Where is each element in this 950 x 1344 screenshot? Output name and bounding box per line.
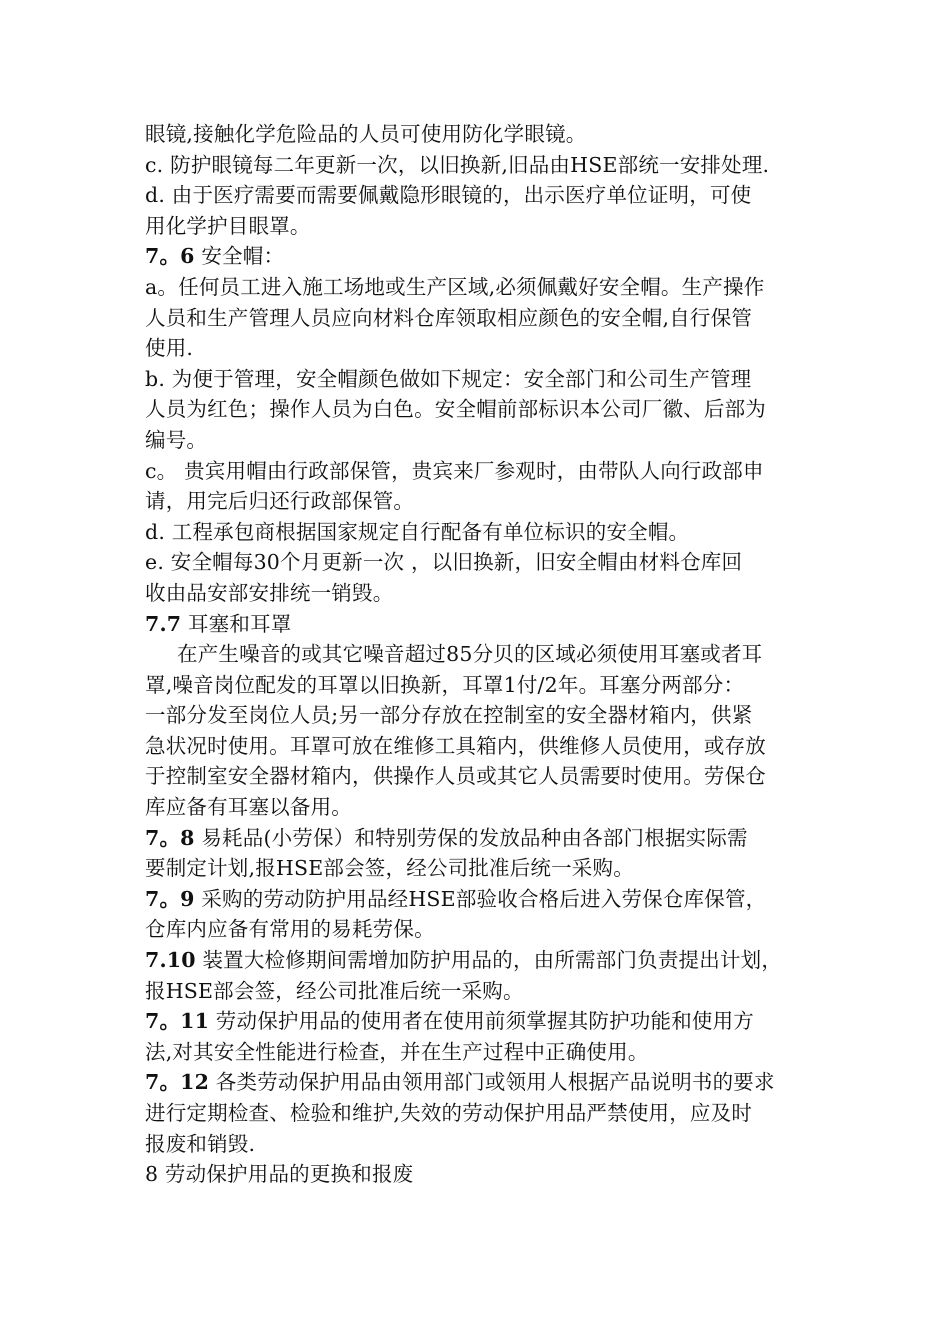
- text-line: [145, 364, 815, 395]
- section-number: 7.10: [145, 948, 196, 973]
- text-line: [145, 333, 815, 364]
- section-title: 各类劳动保护用品由领用部门或领用人根据产品说明书的要求: [209, 1070, 775, 1095]
- text-line: [145, 976, 815, 1007]
- text-line: [145, 486, 815, 517]
- section-title: 采购的劳动防护用品经HSE部验收合格后进入劳保仓库保管，: [194, 886, 767, 911]
- line-text: 进行定期检查、检验和维护,失效的劳动保护用品严禁使用，应及时: [145, 1101, 753, 1125]
- line-text: 报HSE部会签，经公司批准后统一采购。: [145, 978, 524, 1003]
- line-text: 使用.: [145, 336, 194, 361]
- line-text: 要制定计划,报HSE部会签，经公司批准后统一采购。: [145, 856, 634, 881]
- section-number: 7。9: [145, 886, 195, 911]
- line-text: 编号。: [145, 427, 208, 452]
- line-text: 人员和生产管理人员应向材料仓库领取相应颜色的安全帽,自行保管: [145, 305, 753, 330]
- text-line: [145, 761, 815, 792]
- line-text: 急状况时使用。耳罩可放在维修工具箱内，供维修人员使用，或存放: [145, 733, 766, 758]
- line-text: 于控制室安全器材箱内，供操作人员或其它人员需要时使用。劳保仓: [145, 764, 766, 789]
- line-text: e. 安全帽每30个月更新一次 ，以旧换新，旧安全帽由材料仓库回: [145, 550, 743, 575]
- line-text: 一部分发至岗位人员;另一部分存放在控制室的安全器材箱内，供紧: [145, 703, 753, 728]
- section-number: 7。6: [145, 244, 195, 269]
- section-number: 7.7: [145, 611, 182, 636]
- section-title: 劳动保护用品的使用者在使用前须掌握其防护功能和使用方: [209, 1009, 755, 1034]
- line-text: 库应备有耳塞以备用。: [145, 795, 352, 820]
- text-line: [145, 639, 815, 670]
- section-heading: [145, 823, 815, 854]
- line-text: 请，用完后归还行政部保管。: [145, 489, 415, 514]
- section-number: 7。11: [145, 1009, 210, 1034]
- section-heading: [145, 945, 815, 976]
- line-text: 人员为红色；操作人员为白色。安全帽前部标识本公司厂徽、后部为: [145, 397, 766, 422]
- text-line: [145, 700, 815, 731]
- text-line: [145, 119, 815, 150]
- line-text: 罩,噪音岗位配发的耳罩以旧换新，耳罩1付/2年。耳塞分两部分：: [145, 672, 745, 697]
- section-title: 耳塞和耳罩: [181, 611, 292, 636]
- text-line: [145, 272, 815, 303]
- text-line: [145, 792, 815, 823]
- line-text: 仓库内应备有常用的易耗劳保。: [145, 917, 435, 942]
- text-line: [145, 456, 815, 487]
- text-line: [145, 150, 815, 181]
- line-text: c。 贵宾用帽由行政部保管，贵宾来厂参观时，由带队人向行政部申: [145, 458, 764, 483]
- text-line: [145, 731, 815, 762]
- section-heading: [145, 609, 815, 640]
- line-text: b. 为便于管理，安全帽颜色做如下规定：安全部门和公司生产管理: [145, 366, 752, 391]
- section-number: 7。8: [145, 825, 195, 850]
- text-line: [145, 303, 815, 334]
- text-line: [145, 1037, 815, 1068]
- line-text: d. 工程承包商根据国家规定自行配备有单位标识的安全帽。: [145, 519, 690, 544]
- section-title: 易耗品(小劳保）和特别劳保的发放品种由各部门根据实际需: [194, 825, 748, 850]
- text-line: [145, 547, 815, 578]
- line-text: 用化学护目眼罩。: [145, 213, 311, 238]
- text-line: [145, 578, 815, 609]
- line-text: 8 劳动保护用品的更换和报废: [145, 1162, 414, 1187]
- line-text: a。任何员工进入施工场地或生产区域,必须佩戴好安全帽。生产操作: [145, 274, 765, 299]
- document-body: [145, 119, 815, 1190]
- text-line: [145, 211, 815, 242]
- text-line: [145, 853, 815, 884]
- text-line: [145, 425, 815, 456]
- line-text: d. 由于医疗需要而需要佩戴隐形眼镜的，出示医疗单位证明，可使: [145, 183, 752, 208]
- text-line: [145, 1129, 815, 1160]
- text-line: [145, 1098, 815, 1129]
- line-text: 法,对其安全性能进行检查，并在生产过程中正确使用。: [145, 1039, 649, 1064]
- line-text: 在产生噪音的或其它噪音超过85分贝的区域必须使用耳塞或者耳: [177, 642, 763, 667]
- section-heading: [145, 1067, 815, 1098]
- chapter-heading: [145, 1159, 815, 1190]
- text-line: [145, 180, 815, 211]
- line-text: 眼镜,接触化学危险品的人员可使用防化学眼镜。: [145, 122, 587, 146]
- text-line: [145, 517, 815, 548]
- line-text: 收由品安部安排统一销毁。: [145, 580, 394, 605]
- line-text: c. 防护眼镜每二年更新一次，以旧换新,旧品由HSE部统一安排处理.: [145, 152, 770, 177]
- text-line: [145, 670, 815, 701]
- section-title: 装置大检修期间需增加防护用品的，由所需部门负责提出计划，: [195, 948, 783, 973]
- section-heading: [145, 884, 815, 915]
- section-title: 安全帽：: [194, 244, 285, 269]
- text-line: [145, 394, 815, 425]
- section-heading: [145, 1006, 815, 1037]
- line-text: 报废和销毁.: [145, 1131, 256, 1156]
- section-heading: [145, 241, 815, 272]
- text-line: [145, 914, 815, 945]
- section-number: 7。12: [145, 1070, 210, 1095]
